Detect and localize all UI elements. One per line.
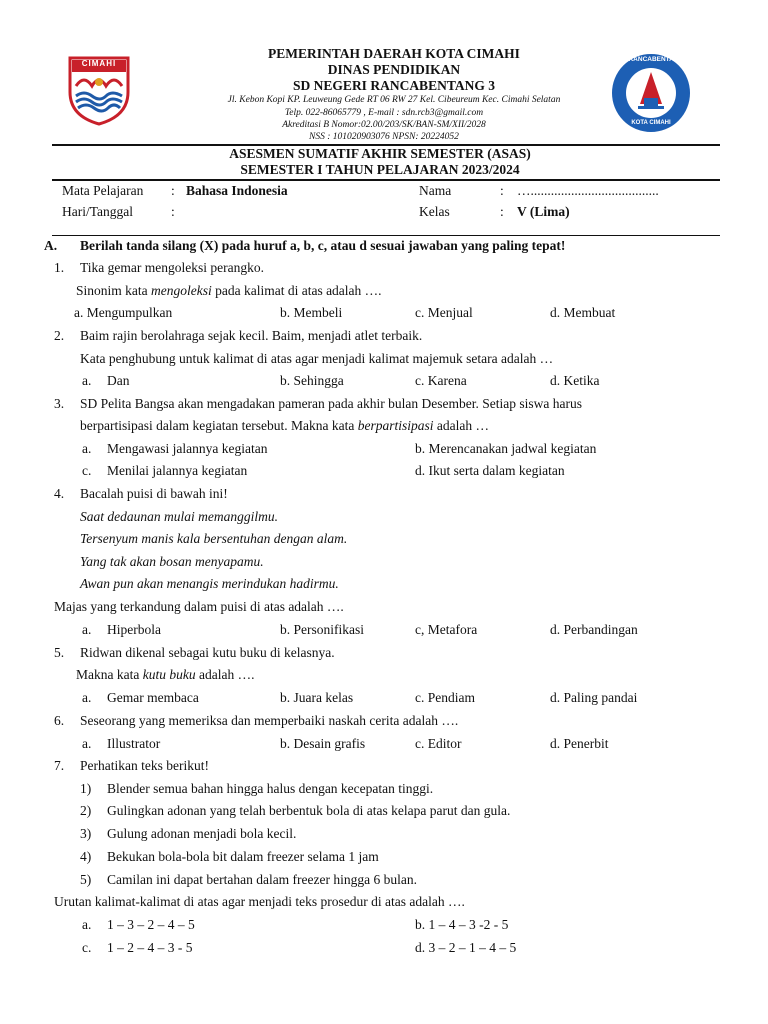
q1-text: Tika gemar mengoleksi perangko. <box>80 260 264 275</box>
q4-poem-line-3: Yang tak akan bosan menyapamu. <box>80 554 264 569</box>
header-nss: NSS : 101020903076 NPSN: 20224052 <box>309 132 459 142</box>
q7-step-text: Gulingkan adonan yang telah berbentuk bola di atas kelapa parut dan gula. <box>107 803 511 818</box>
q4-number: 4. <box>54 486 65 501</box>
q6-option-a-letter: a. <box>82 736 92 751</box>
q7-step-text: Bekukan bola-bola bit dalam freezer selama 1 jam <box>107 849 379 864</box>
class-value: V (Lima) <box>517 204 570 219</box>
q1-option-b[interactable]: b. Membeli <box>280 305 343 320</box>
exam-semester: SEMESTER I TAHUN PELAJARAN 2023/2024 <box>240 162 520 177</box>
q1-option-c[interactable]: c. Menjual <box>415 305 473 320</box>
exam-title: ASESMEN SUMATIF AKHIR SEMESTER (ASAS) <box>229 146 531 161</box>
q7-prompt: Urutan kalimat-kalimat di atas agar menjadi teks prosedur di atas adalah …. <box>54 894 465 909</box>
q5-option-d[interactable]: d. Paling pandai <box>550 690 638 705</box>
q6-option-c[interactable]: c. Editor <box>415 736 462 751</box>
q5-option-c[interactable]: c. Pendiam <box>415 690 475 705</box>
q3-option-b[interactable]: b. Merencanakan jadwal kegiatan <box>415 441 597 456</box>
header-address: Jl. Kebon Kopi KP. Leuweung Gede RT 06 RW 27 Kel. Cibeureum Kec. Cimahi Selatan <box>227 95 561 105</box>
q4-poem-line-1: Saat dedaunan mulai memanggilmu. <box>80 509 278 524</box>
q5-prompt-post: adalah …. <box>195 667 255 682</box>
q3-prompt-post: adalah … <box>433 418 490 433</box>
q3-option-c[interactable]: Menilai jalannya kegiatan <box>107 463 248 478</box>
q3-prompt-pre: berpartisipasi dalam kegiatan tersebut. Makna kata <box>80 418 358 433</box>
q7-step-number: 3) <box>80 826 92 841</box>
q4-option-a[interactable]: Hiperbola <box>107 622 161 637</box>
q2-number: 2. <box>54 328 65 343</box>
q3-prompt <box>80 418 489 434</box>
school-logo-ring-text: SDN RANCABENTANG 3 <box>612 56 690 63</box>
q5-prompt <box>76 667 254 683</box>
q2-option-b[interactable]: b. Sehingga <box>280 373 344 388</box>
q7-option-d[interactable]: d. 3 – 2 – 1 – 4 – 5 <box>415 940 517 955</box>
q7-step-number: 5) <box>80 872 92 887</box>
q6-option-a[interactable]: Illustrator <box>107 736 161 751</box>
section-instruction: Berilah tanda silang (X) pada huruf a, b, c, atau d sesuai jawaban yang paling tepat! <box>80 238 566 253</box>
header-gov: PEMERINTAH DAERAH KOTA CIMAHI <box>268 46 520 61</box>
q2-option-d[interactable]: d. Ketika <box>550 373 600 388</box>
q7-step-text: Blender semua bahan hingga halus dengan kecepatan tinggi. <box>107 781 434 796</box>
q1-prompt-pre: Sinonim kata <box>76 283 151 298</box>
q2-option-c[interactable]: c. Karena <box>415 373 467 388</box>
q5-prompt-em: kutu buku <box>142 667 196 682</box>
date-label: Hari/Tanggal <box>62 204 134 219</box>
q4-option-c[interactable]: c, Metafora <box>415 622 478 637</box>
subject-value: Bahasa Indonesia <box>186 183 288 198</box>
q5-number: 5. <box>54 645 65 660</box>
school-logo-bottom-text: KOTA CIMAHI <box>631 120 671 126</box>
q4-option-a-letter: a. <box>82 622 92 637</box>
q4-option-d[interactable]: d. Perbandingan <box>550 622 638 637</box>
q2-prompt: Kata penghubung untuk kalimat di atas agar menjadi kalimat majemuk setara adalah … <box>80 351 554 366</box>
q6-number: 6. <box>54 713 65 728</box>
q1-option-d[interactable]: d. Membuat <box>550 305 616 320</box>
section-letter: A. <box>44 238 58 253</box>
subject-label: Mata Pelajaran <box>62 183 144 198</box>
q4-poem-line-4: Awan pun akan menangis merindukan hadirmu. <box>80 576 339 591</box>
q5-option-b[interactable]: b. Juara kelas <box>280 690 354 705</box>
q1-option-a[interactable]: a. Mengumpulkan <box>74 305 173 320</box>
name-colon: : <box>500 183 504 198</box>
header-contact: Telp. 022-86065779 , E-mail : sdn.rcb3@gmail.com <box>284 108 484 118</box>
q3-prompt-em: berpartisipasi <box>357 418 434 433</box>
q4-text: Bacalah puisi di bawah ini! <box>80 486 228 501</box>
q5-text: Ridwan dikenal sebagai kutu buku di kelasnya. <box>80 645 335 660</box>
q7-number: 7. <box>54 758 65 773</box>
q3-option-a[interactable]: Mengawasi jalannya kegiatan <box>107 441 268 456</box>
q1-prompt-em: mengoleksi <box>151 283 212 298</box>
info-rule <box>52 235 720 236</box>
q2-option-a[interactable]: Dan <box>107 373 130 388</box>
q7-step-text: Camilan ini dapat bertahan dalam freezer hingga 6 bulan. <box>107 872 417 887</box>
q5-option-a[interactable]: Gemar membaca <box>107 690 199 705</box>
q1-prompt <box>76 283 382 299</box>
header-accreditation: Akreditasi B Nomor:02.00/203/SK/BAN-SM/XII/2028 <box>282 120 486 130</box>
q5-prompt-pre: Makna kata <box>76 667 143 682</box>
q4-option-b[interactable]: b. Personifikasi <box>280 622 364 637</box>
header-dept: DINAS PENDIDIKAN <box>327 62 461 77</box>
name-label: Nama <box>419 183 452 198</box>
q3-text: SD Pelita Bangsa akan mengadakan pameran pada akhir bulan Desember. Setiap siswa harus <box>80 396 582 411</box>
q6-option-d[interactable]: d. Penerbit <box>550 736 609 751</box>
q7-option-c[interactable]: 1 – 2 – 4 – 3 - 5 <box>107 940 193 955</box>
q7-step-text: Gulung adonan menjadi bola kecil. <box>107 826 297 841</box>
name-field[interactable]: …...................................... <box>517 183 659 198</box>
header-school: SD NEGERI RANCABENTANG 3 <box>293 78 495 93</box>
q2-text: Baim rajin berolahraga sejak kecil. Baim, menjadi atlet terbaik. <box>80 328 423 343</box>
title-rule <box>52 179 720 181</box>
q7-step-number: 4) <box>80 849 92 864</box>
q7-step-number: 2) <box>80 803 92 818</box>
q3-option-d[interactable]: d. Ikut serta dalam kegiatan <box>415 463 565 478</box>
q7-option-b[interactable]: b. 1 – 4 – 3 -2 - 5 <box>415 917 509 932</box>
q4-poem-line-2: Tersenyum manis kala bersentuhan dengan alam. <box>80 531 348 546</box>
q5-option-a-letter: a. <box>82 690 92 705</box>
q7-text: Perhatikan teks berikut! <box>80 758 209 773</box>
q3-option-a-letter: a. <box>82 441 92 456</box>
q1-number: 1. <box>54 260 65 275</box>
q7-step-number: 1) <box>80 781 92 796</box>
q7-option-c-letter: c. <box>82 940 92 955</box>
cimahi-logo-text: CIMAHI <box>81 59 117 68</box>
q4-prompt: Majas yang terkandung dalam puisi di atas adalah …. <box>54 599 344 614</box>
q3-option-c-letter: c. <box>82 463 92 478</box>
class-label: Kelas <box>419 204 450 219</box>
q6-text: Seseorang yang memeriksa dan memperbaiki naskah cerita adalah …. <box>80 713 459 728</box>
q1-prompt-post: pada kalimat di atas adalah …. <box>211 283 382 298</box>
date-colon: : <box>171 204 175 219</box>
q7-option-a-letter: a. <box>82 917 92 932</box>
q7-option-a[interactable]: 1 – 3 – 2 – 4 – 5 <box>107 917 195 932</box>
subject-colon: : <box>171 183 175 198</box>
class-colon: : <box>500 204 504 219</box>
q3-number: 3. <box>54 396 65 411</box>
q6-option-b[interactable]: b. Desain grafis <box>280 736 366 751</box>
q2-option-a-letter: a. <box>82 373 92 388</box>
